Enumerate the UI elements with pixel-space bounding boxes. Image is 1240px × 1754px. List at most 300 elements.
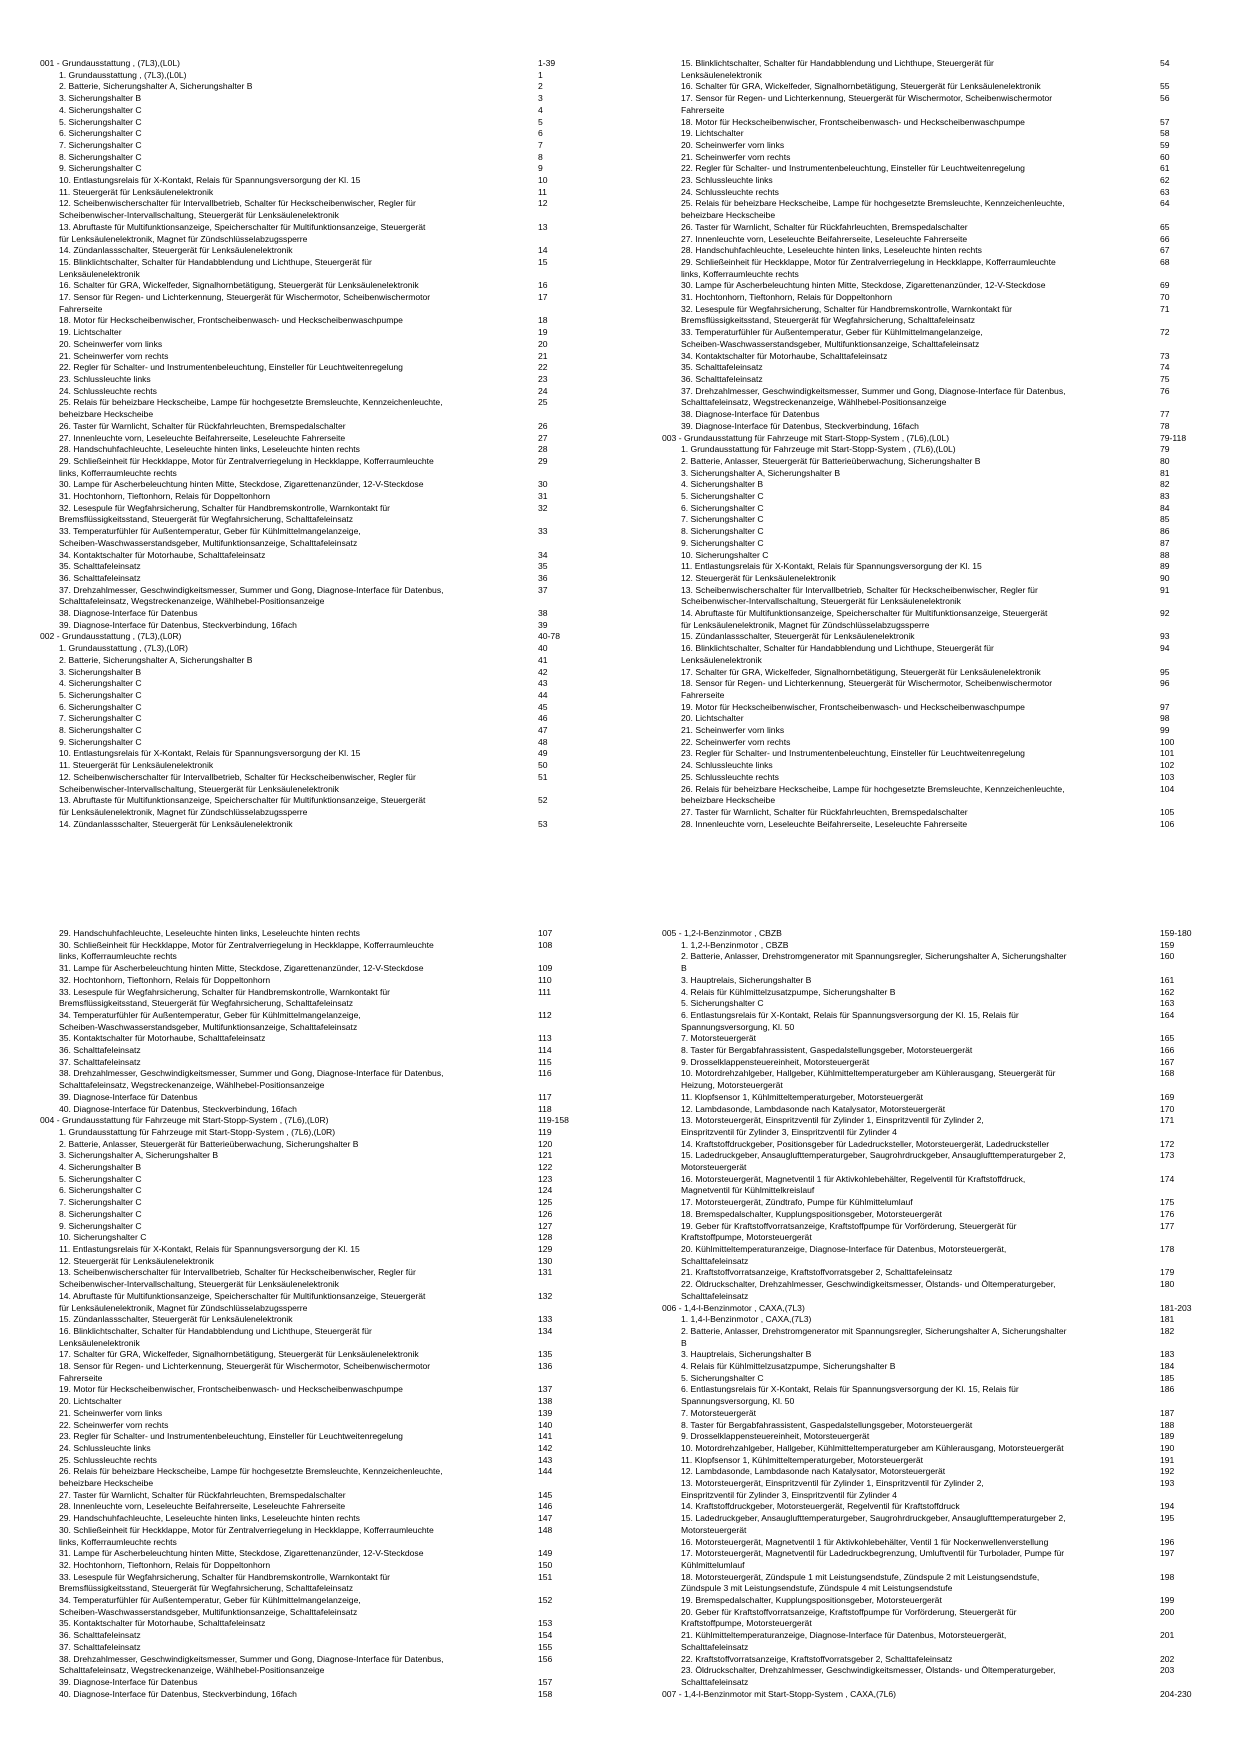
toc-entry xyxy=(40,479,585,491)
toc-page-number: 75 xyxy=(1160,373,1170,384)
toc-page-number: 46 xyxy=(538,713,548,724)
toc-page-number: 106 xyxy=(1160,818,1175,829)
toc-page-number: 194 xyxy=(1160,1501,1175,1512)
toc-entry-text: 35. Schalttafeleinsatz xyxy=(681,362,763,373)
toc-entry xyxy=(40,1490,585,1502)
toc-entry-text: 17. Motorsteuergerät, Zündtrafo, Pumpe für Kühlmittelumlauf xyxy=(681,1197,913,1208)
toc-entry-text: 25. Relais für beheizbare Heckscheibe, Lampe für hochgesetzte Bremsleuchte, Kennzeichenleuchte, xyxy=(59,397,443,408)
toc-page-number: 197 xyxy=(1160,1548,1175,1559)
toc-entry xyxy=(662,198,1200,210)
toc-entry-text: 3. Hauptrelais, Sicherungshalter B xyxy=(681,974,812,985)
toc-entry xyxy=(40,105,585,117)
toc-entry xyxy=(662,1291,1200,1303)
toc-entry-text: 27. Innenleuchte vorn, Leseleuchte Beifahrerseite, Leseleuchte Fahrerseite xyxy=(59,432,346,443)
toc-entry-text: 26. Taster für Warnlicht, Schalter für Rückfahrleuchten, Bremspedalschalter xyxy=(681,221,968,232)
toc-entry-text: 8. Sicherungshalter C xyxy=(59,151,142,162)
toc-entry-text: links, Kofferraumleuchte rechts xyxy=(59,467,177,478)
toc-entry xyxy=(662,1501,1200,1513)
toc-entry-text: 5. Sicherungshalter C xyxy=(681,1372,764,1383)
toc-entry-text: 9. Sicherungshalter C xyxy=(59,1220,142,1231)
toc-entry xyxy=(40,963,585,975)
toc-entry xyxy=(662,327,1200,339)
toc-page-number: 160 xyxy=(1160,951,1175,962)
toc-page-number: 19 xyxy=(538,327,548,338)
toc-entry-text: 36. Schalttafeleinsatz xyxy=(59,572,141,583)
toc-entry-text: 37. Schalttafeleinsatz xyxy=(59,1641,141,1652)
toc-page-number: 126 xyxy=(538,1208,553,1219)
toc-entry xyxy=(40,1420,585,1432)
toc-entry-text: 15. Ladedruckgeber, Ansauglufttemperaturgeber, Saugrohrdruckgeber, Ansauglufttemperaturgeber 2, xyxy=(681,1513,1066,1524)
toc-page-number: 173 xyxy=(1160,1150,1175,1161)
toc-entry-text: B xyxy=(681,963,687,974)
toc-entry-text: 24. Schlussleuchte rechts xyxy=(59,385,157,396)
toc-entry-text: 26. Taster für Warnlicht, Schalter für Rückfahrleuchten, Bremspedalschalter xyxy=(59,420,346,431)
toc-page-number: 67 xyxy=(1160,245,1170,256)
toc-page-number: 94 xyxy=(1160,643,1170,654)
toc-entry xyxy=(662,1349,1200,1361)
toc-page-number: 141 xyxy=(538,1431,553,1442)
toc-entry xyxy=(662,1513,1200,1525)
toc-page-number: 81 xyxy=(1160,467,1170,478)
toc-entry xyxy=(40,1501,585,1513)
toc-entry xyxy=(662,1595,1200,1607)
toc-entry-text: 15. Blinklichtschalter, Schalter für Handabblendung und Lichthupe, Steuergerät für xyxy=(59,256,372,267)
toc-column-top-right xyxy=(662,58,1200,830)
toc-entry-text: 9. Sicherungshalter C xyxy=(681,537,764,548)
toc-entry-text: 4. Relais für Kühlmittelzusatzpumpe, Sicherungshalter B xyxy=(681,986,896,997)
toc-entry xyxy=(40,1185,585,1197)
toc-entry xyxy=(662,339,1200,351)
toc-page-number: 50 xyxy=(538,760,548,771)
toc-page-number: 198 xyxy=(1160,1571,1175,1582)
toc-entry-text: 7. Sicherungshalter C xyxy=(59,139,142,150)
toc-entry-text: 18. Motor für Heckscheibenwischer, Frontscheibenwasch- und Heckscheibenwaschpumpe xyxy=(59,315,403,326)
toc-entry-text: 14. Kraftstoffdruckgeber, Positionsgeber für Ladedrucksteller, Motorsteuergerät, Ladedrucksteller xyxy=(681,1138,1050,1149)
toc-entry xyxy=(40,269,585,281)
toc-entry xyxy=(40,1256,585,1268)
toc-entry-text: 12. Steuergerät für Lenksäulenelektronik xyxy=(681,572,836,583)
toc-entry-text: 33. Lesespule für Wegfahrsicherung, Schalter für Handbremskontrolle, Warnkontakt für xyxy=(59,986,391,997)
toc-page-number: 51 xyxy=(538,771,548,782)
toc-entry xyxy=(662,1221,1200,1233)
toc-entry-text: beheizbare Heckscheibe xyxy=(59,409,154,420)
toc-page-number: 99 xyxy=(1160,725,1170,736)
toc-entry-text: Scheiben-Waschwasserstandsgeber, Multifunktionsanzeige, Schalttafeleinsatz xyxy=(681,338,980,349)
toc-entry-text: links, Kofferraumleuchte rechts xyxy=(59,951,177,962)
toc-entry-text: 13. Motorsteuergerät, Einspritzventil für Zylinder 1, Einspritzventil für Zylinder 2, xyxy=(681,1115,984,1126)
toc-entry-text: 30. Schließeinheit für Heckklappe, Motor für Zentralverriegelung in Heckklappe, Kofferraumleuchte xyxy=(59,939,434,950)
toc-entry-text: 7. Sicherungshalter C xyxy=(59,713,142,724)
toc-entry-text: 35. Schalttafeleinsatz xyxy=(59,561,141,572)
toc-entry xyxy=(662,1267,1200,1279)
toc-entry-text: 11. Entlastungsrelais für X-Kontakt, Relais für Spannungsversorgung der Kl. 15 xyxy=(681,561,982,572)
toc-entry-text: 31. Hochtonhorn, Tieftonhorn, Relais für Doppeltonhorn xyxy=(59,491,271,502)
toc-entry-text: 37. Drehzahlmesser, Geschwindigkeitsmesser, Summer und Gong, Diagnose-Interface für Datenbus, xyxy=(681,385,1066,396)
toc-entry xyxy=(662,987,1200,999)
toc-entry-text: 23. Schlussleuchte links xyxy=(681,175,773,186)
toc-entry-text: 34. Kontaktschalter für Motorhaube, Schalttafeleinsatz xyxy=(59,549,266,560)
toc-entry xyxy=(662,1068,1200,1080)
toc-entry xyxy=(40,655,585,667)
toc-page-number: 146 xyxy=(538,1501,553,1512)
toc-page-number: 98 xyxy=(1160,713,1170,724)
toc-page-number: 139 xyxy=(538,1407,553,1418)
toc-entry-text: 7. Sicherungshalter C xyxy=(681,514,764,525)
toc-page-number: 13 xyxy=(538,221,548,232)
toc-entry xyxy=(40,409,585,421)
toc-entry xyxy=(662,631,1200,643)
toc-entry-text: 32. Hochtonhorn, Tieftonhorn, Relais für Doppeltonhorn xyxy=(59,1559,271,1570)
toc-page-number: 177 xyxy=(1160,1220,1175,1231)
toc-entry xyxy=(40,1326,585,1338)
toc-entry xyxy=(40,678,585,690)
toc-entry xyxy=(662,105,1200,117)
toc-entry-text: 10. Entlastungsrelais für X-Kontakt, Relais für Spannungsversorgung der Kl. 15 xyxy=(59,175,361,186)
toc-entry-text: 10. Entlastungsrelais für X-Kontakt, Relais für Spannungsversorgung der Kl. 15 xyxy=(59,748,361,759)
toc-entry xyxy=(662,1396,1200,1408)
toc-page-number: 85 xyxy=(1160,514,1170,525)
toc-page-number: 80 xyxy=(1160,455,1170,466)
toc-entry-text: 5. Sicherungshalter C xyxy=(681,491,764,502)
toc-entry xyxy=(40,234,585,246)
toc-entry-text: 38. Drehzahlmesser, Geschwindigkeitsmesser, Summer und Gong, Diagnose-Interface für Datenbus, xyxy=(59,1653,444,1664)
toc-page-number: 134 xyxy=(538,1325,553,1336)
toc-page-number: 17 xyxy=(538,292,548,303)
toc-entry xyxy=(662,760,1200,772)
toc-entry-text: 38. Diagnose-Interface für Datenbus xyxy=(59,608,198,619)
toc-entry-text: 31. Lampe für Ascherbeleuchtung hinten Mitte, Steckdose, Zigarettenanzünder, 12-V-Steckdose xyxy=(59,963,424,974)
toc-page-number: 84 xyxy=(1160,502,1170,513)
toc-entry-text: 30. Schließeinheit für Heckklappe, Motor für Zentralverriegelung in Heckklappe, Kofferraumleuchte xyxy=(59,1524,434,1535)
toc-entry xyxy=(662,1326,1200,1338)
toc-entry-text: 9. Sicherungshalter C xyxy=(59,736,142,747)
toc-entry xyxy=(662,93,1200,105)
toc-entry xyxy=(40,503,585,515)
toc-entry xyxy=(40,374,585,386)
toc-entry-text: 12. Scheibenwischerschalter für Intervallbetrieb, Schalter für Heckscheibenwischer, Regler für xyxy=(59,771,416,782)
toc-entry xyxy=(40,1654,585,1666)
toc-page-number: 149 xyxy=(538,1548,553,1559)
toc-entry xyxy=(40,1267,585,1279)
toc-entry xyxy=(662,748,1200,760)
toc-page-number: 163 xyxy=(1160,998,1175,1009)
toc-entry xyxy=(662,819,1200,831)
toc-entry xyxy=(40,928,585,940)
toc-entry xyxy=(662,409,1200,421)
toc-entry xyxy=(662,951,1200,963)
toc-entry xyxy=(662,1490,1200,1502)
toc-entry-text: 28. Handschuhfachleuchte, Leseleuchte hinten links, Leseleuchte hinten rechts xyxy=(681,245,982,256)
toc-entry xyxy=(40,987,585,999)
toc-entry-text: 6. Entlastungsrelais für X-Kontakt, Relais für Spannungsversorgung der Kl. 15, Relais für xyxy=(681,1384,1019,1395)
toc-page-number: 28 xyxy=(538,444,548,455)
toc-entry-text: 34. Temperaturfühler für Außentemperatur, Geber für Kühlmittelmangelanzeige, xyxy=(59,1009,361,1020)
toc-entry-text: 006 - 1,4-l-Benzinmotor , CAXA,(7L3) xyxy=(662,1302,805,1313)
toc-entry-text: 39. Diagnose-Interface für Datenbus xyxy=(59,1677,198,1687)
toc-entry-text: 20. Kühlmitteltemperaturanzeige, Diagnose-Interface für Datenbus, Motorsteuergerät, xyxy=(681,1243,1007,1254)
toc-entry-text: 30. Lampe für Ascherbeleuchtung hinten Mitte, Steckdose, Zigarettenanzünder, 12-V-Steckdose xyxy=(681,280,1046,291)
toc-entry xyxy=(662,1373,1200,1385)
toc-entry-text: Scheiben-Waschwasserstandsgeber, Multifunktionsanzeige, Schalttafeleinsatz xyxy=(59,1021,358,1032)
toc-entry xyxy=(662,1010,1200,1022)
toc-entry xyxy=(40,280,585,292)
toc-entry-text: 14. Abruftaste für Multifunktionsanzeige, Speicherschalter für Multifunktionsanzeige, Steuergerät xyxy=(681,608,1048,619)
toc-entry-text: 18. Sensor für Regen- und Lichterkennung, Steuergerät für Wischermotor, Scheibenwischermotor xyxy=(59,1361,431,1372)
toc-entry-text: Heizung, Motorsteuergerät xyxy=(681,1080,783,1091)
toc-entry-text: 13. Scheibenwischerschalter für Intervallbetrieb, Schalter für Heckscheibenwischer, Regler für xyxy=(681,584,1038,595)
toc-entry xyxy=(40,1630,585,1642)
toc-entry-text: 29. Handschuhfachleuchte, Leseleuchte hinten links, Leseleuchte hinten rechts xyxy=(59,1513,360,1524)
toc-entry xyxy=(662,1139,1200,1151)
toc-page-number: 190 xyxy=(1160,1442,1175,1453)
toc-section-heading xyxy=(662,433,1200,445)
toc-page-number: 4 xyxy=(538,104,543,115)
toc-entry-text: 8. Taster für Bergabfahrassistent, Gaspedalstellungsgeber, Motorsteuergerät xyxy=(681,1045,973,1056)
toc-page-number: 152 xyxy=(538,1595,553,1606)
toc-entry xyxy=(662,491,1200,503)
toc-entry-text: 1. Grundausstattung für Fahrzeuge mit Start-Stopp-System , (7L6),(L0R) xyxy=(59,1126,336,1137)
toc-entry-text: 33. Lesespule für Wegfahrsicherung, Schalter für Handbremskontrolle, Warnkontakt für xyxy=(59,1571,391,1582)
toc-entry-text: 11. Steuergerät für Lenksäulenelektronik xyxy=(59,186,214,197)
toc-page-number: 2 xyxy=(538,81,543,92)
toc-page-number: 92 xyxy=(1160,608,1170,619)
toc-entry xyxy=(40,702,585,714)
toc-page-number: 1-39 xyxy=(538,58,556,68)
toc-page-number: 78 xyxy=(1160,420,1170,431)
toc-entry-text: 12. Scheibenwischerschalter für Intervallbetrieb, Schalter für Heckscheibenwischer, Regler für xyxy=(59,198,416,209)
toc-page-number: 86 xyxy=(1160,526,1170,537)
toc-entry-text: 16. Blinklichtschalter, Schalter für Handabblendung und Lichthupe, Steuergerät für xyxy=(59,1325,372,1336)
toc-page-number: 68 xyxy=(1160,256,1170,267)
toc-entry xyxy=(662,1572,1200,1584)
toc-entry-text: 21. Kühlmitteltemperaturanzeige, Diagnose-Interface für Datenbus, Motorsteuergerät, xyxy=(681,1630,1007,1641)
toc-entry xyxy=(662,690,1200,702)
toc-entry-text: 36. Schalttafeleinsatz xyxy=(681,373,763,384)
toc-entry xyxy=(40,998,585,1010)
toc-entry-text: Scheibenwischer-Intervallschaltung, Steuergerät für Lenksäulenelektronik xyxy=(59,1279,339,1290)
toc-page-number: 185 xyxy=(1160,1372,1175,1383)
toc-entry-text: 10. Motordrehzahlgeber, Hallgeber, Kühlmitteltemperaturgeber am Kühlerausgang, Motorsteuergerät xyxy=(681,1442,1064,1453)
toc-page-number: 74 xyxy=(1160,362,1170,373)
toc-entry-text: 2. Batterie, Sicherungshalter A, Sicherungshalter B xyxy=(59,81,253,92)
toc-entry-text: 4. Sicherungshalter C xyxy=(59,678,142,689)
toc-entry-text: 20. Geber für Kraftstoffvorratsanzeige, Kraftstoffpumpe für Vorförderung, Steuergerät für xyxy=(681,1606,1017,1617)
toc-entry xyxy=(40,690,585,702)
toc-page-number: 167 xyxy=(1160,1056,1175,1067)
toc-entry-text: 20. Lichtschalter xyxy=(59,1396,122,1407)
toc-page-number: 64 xyxy=(1160,198,1170,209)
toc-entry xyxy=(40,1022,585,1034)
toc-entry xyxy=(662,1583,1200,1595)
toc-entry-text: 002 - Grundausstattung , (7L3),(L0R) xyxy=(40,631,182,642)
toc-entry xyxy=(40,819,585,831)
toc-entry-text: Bremsflüssigkeitsstand, Steuergerät für Wegfahrsicherung, Schalttafeleinsatz xyxy=(59,514,354,525)
toc-entry-text: 10. Sicherungshalter C xyxy=(681,549,769,560)
toc-entry xyxy=(662,1361,1200,1373)
toc-entry-text: Bremsflüssigkeitsstand, Steuergerät für Wegfahrsicherung, Schalttafeleinsatz xyxy=(681,315,976,326)
toc-entry-text: 16. Motorsteuergerät, Magnetventil 1 für Aktivkohlebehälter, Regelventil für Kraftstoffdruck, xyxy=(681,1173,1026,1184)
toc-page-number: 156 xyxy=(538,1653,553,1664)
toc-entry-text: 14. Kraftstoffdruckgeber, Motorsteuergerät, Regelventil für Kraftstoffdruck xyxy=(681,1501,960,1512)
toc-entry xyxy=(662,222,1200,234)
toc-entry xyxy=(40,1162,585,1174)
toc-entry-text: 24. Schlussleuchte links xyxy=(681,760,773,771)
toc-entry xyxy=(40,538,585,550)
toc-entry-text: 37. Schalttafeleinsatz xyxy=(59,1056,141,1067)
toc-entry xyxy=(662,1665,1200,1677)
toc-entry xyxy=(40,514,585,526)
toc-page-number: 114 xyxy=(538,1045,552,1056)
toc-entry-text: 21. Scheinwerfer vorn links xyxy=(681,725,785,736)
toc-entry xyxy=(662,1115,1200,1127)
toc-entry xyxy=(40,1537,585,1549)
toc-page-number: 135 xyxy=(538,1349,553,1360)
toc-entry-text: 32. Lesespule für Wegfahrsicherung, Schalter für Handbremskontrolle, Warnkontakt für xyxy=(59,502,391,513)
toc-page-number: 127 xyxy=(538,1220,553,1231)
toc-entry-text: 14. Abruftaste für Multifunktionsanzeige, Speicherschalter für Multifunktionsanzeige, Steuergerät xyxy=(59,1290,426,1301)
toc-page-number: 31 xyxy=(538,491,548,502)
toc-entry-text: Scheibenwischer-Intervallschaltung, Steuergerät für Lenksäulenelektronik xyxy=(59,783,339,794)
toc-page-number: 129 xyxy=(538,1243,553,1254)
toc-entry xyxy=(40,1689,585,1701)
toc-entry xyxy=(662,503,1200,515)
toc-entry xyxy=(662,234,1200,246)
toc-entry xyxy=(662,1607,1200,1619)
toc-page-number: 110 xyxy=(538,974,552,985)
toc-page-number: 72 xyxy=(1160,327,1170,338)
toc-page-number: 111 xyxy=(538,986,552,997)
toc-entry-text: 13. Scheibenwischerschalter für Intervallbetrieb, Schalter für Heckscheibenwischer, Regler für xyxy=(59,1267,416,1278)
toc-entry-text: 1. Grundausstattung , (7L3),(L0L) xyxy=(59,69,187,80)
toc-entry xyxy=(662,1314,1200,1326)
toc-page-number: 120 xyxy=(538,1138,553,1149)
toc-entry xyxy=(662,117,1200,129)
toc-page-number: 58 xyxy=(1160,128,1170,139)
toc-page-number: 61 xyxy=(1160,163,1170,174)
toc-entry xyxy=(662,1525,1200,1537)
toc-entry-text: 21. Scheinwerfer vorn rechts xyxy=(681,151,791,162)
toc-page-number: 151 xyxy=(538,1571,553,1582)
toc-entry xyxy=(40,304,585,316)
toc-page-number: 150 xyxy=(538,1559,553,1570)
toc-entry xyxy=(662,1537,1200,1549)
toc-page-number: 37 xyxy=(538,584,548,595)
toc-entry-text: Einspritzventil für Zylinder 3, Einspritzventil für Zylinder 4 xyxy=(681,1126,897,1137)
toc-entry xyxy=(40,140,585,152)
toc-page-number: 109 xyxy=(538,963,553,974)
toc-entry xyxy=(40,1232,585,1244)
toc-page-number: 154 xyxy=(538,1630,553,1641)
toc-page-number: 41 xyxy=(538,654,548,665)
toc-page-number: 140 xyxy=(538,1419,553,1430)
toc-entry xyxy=(40,737,585,749)
toc-entry-text: 22. Scheinwerfer vorn rechts xyxy=(59,1419,169,1430)
toc-entry-text: 4. Sicherungshalter B xyxy=(681,479,764,490)
toc-section-heading xyxy=(40,58,585,70)
toc-entry-text: 17. Sensor für Regen- und Lichterkennung, Steuergerät für Wischermotor, Scheibenwischermotor xyxy=(681,93,1053,104)
toc-page-number: 69 xyxy=(1160,280,1170,291)
toc-entry xyxy=(662,351,1200,363)
toc-entry-text: 35. Kontaktschalter für Motorhaube, Schalttafeleinsatz xyxy=(59,1033,266,1044)
toc-page-number: 183 xyxy=(1160,1349,1175,1360)
toc-page-number: 95 xyxy=(1160,666,1170,677)
toc-entry xyxy=(40,760,585,772)
toc-entry xyxy=(662,643,1200,655)
toc-page-number: 136 xyxy=(538,1361,553,1372)
toc-page-number: 21 xyxy=(538,350,548,361)
toc-page-number: 204-230 xyxy=(1160,1688,1192,1699)
toc-page-number: 63 xyxy=(1160,186,1170,197)
toc-entry xyxy=(662,1642,1200,1654)
toc-page-number: 202 xyxy=(1160,1653,1175,1664)
toc-entry xyxy=(662,678,1200,690)
toc-page-number: 23 xyxy=(538,373,548,384)
toc-page-number: 186 xyxy=(1160,1384,1175,1395)
toc-page-number: 25 xyxy=(538,397,548,408)
toc-entry xyxy=(662,58,1200,70)
toc-entry xyxy=(40,748,585,760)
toc-entry xyxy=(40,1127,585,1139)
toc-entry-text: 003 - Grundausstattung für Fahrzeuge mit Start-Stopp-System , (7L6),(L0L) xyxy=(662,432,950,443)
toc-entry xyxy=(662,940,1200,952)
toc-entry-text: Scheiben-Waschwasserstandsgeber, Multifunktionsanzeige, Schalttafeleinsatz xyxy=(59,537,358,548)
toc-entry xyxy=(662,1455,1200,1467)
toc-page-number: 153 xyxy=(538,1618,553,1629)
toc-entry xyxy=(40,1092,585,1104)
toc-entry xyxy=(40,550,585,562)
toc-page-number: 188 xyxy=(1160,1419,1175,1430)
toc-entry-text: Schalttafeleinsatz, Wegstreckenanzeige, Wählhebel-Positionsanzeige xyxy=(59,1080,325,1091)
toc-entry xyxy=(40,257,585,269)
toc-entry-text: 40. Diagnose-Interface für Datenbus, Steckverbindung, 16fach xyxy=(59,1103,297,1114)
toc-entry xyxy=(662,152,1200,164)
toc-entry-text: für Lenksäulenelektronik, Magnet für Zündschlüsselabzugssperre xyxy=(59,807,308,817)
toc-page-number: 89 xyxy=(1160,561,1170,572)
toc-entry xyxy=(40,1314,585,1326)
toc-page-number: 113 xyxy=(538,1033,552,1044)
toc-entry xyxy=(662,620,1200,632)
toc-page-number: 100 xyxy=(1160,736,1175,747)
toc-page-number: 53 xyxy=(538,818,548,829)
toc-page-number: 55 xyxy=(1160,81,1170,92)
toc-entry xyxy=(40,70,585,82)
toc-page-number: 20 xyxy=(538,338,548,349)
toc-entry-text: 5. Sicherungshalter C xyxy=(59,116,142,127)
toc-entry-text: 3. Hauptrelais, Sicherungshalter B xyxy=(681,1349,812,1360)
toc-entry xyxy=(662,397,1200,409)
toc-entry xyxy=(40,1431,585,1443)
toc-entry-text: Einspritzventil für Zylinder 3, Einspritzventil für Zylinder 4 xyxy=(681,1489,897,1500)
toc-entry xyxy=(662,421,1200,433)
toc-page-number: 76 xyxy=(1160,385,1170,396)
toc-entry-text: 18. Motor für Heckscheibenwischer, Frontscheibenwasch- und Heckscheibenwaschpumpe xyxy=(681,116,1025,127)
toc-page-number: 65 xyxy=(1160,221,1170,232)
toc-page-number: 200 xyxy=(1160,1606,1175,1617)
toc-entry xyxy=(40,456,585,468)
toc-entry xyxy=(40,117,585,129)
toc-page-number: 16 xyxy=(538,280,548,291)
toc-entry xyxy=(40,596,585,608)
toc-entry-text: links, Kofferraumleuchte rechts xyxy=(59,1536,177,1547)
toc-entry xyxy=(40,1478,585,1490)
toc-page-number: 178 xyxy=(1160,1243,1175,1254)
toc-page-number: 118 xyxy=(538,1103,552,1114)
toc-entry xyxy=(662,257,1200,269)
toc-entry xyxy=(662,245,1200,257)
toc-entry xyxy=(40,1045,585,1057)
toc-entry-text: 36. Schalttafeleinsatz xyxy=(59,1630,141,1641)
toc-entry-text: 16. Schalter für GRA, Wickelfeder, Signalhornbetätigung, Steuergerät für Lenksäulenelektronik xyxy=(681,81,1041,92)
